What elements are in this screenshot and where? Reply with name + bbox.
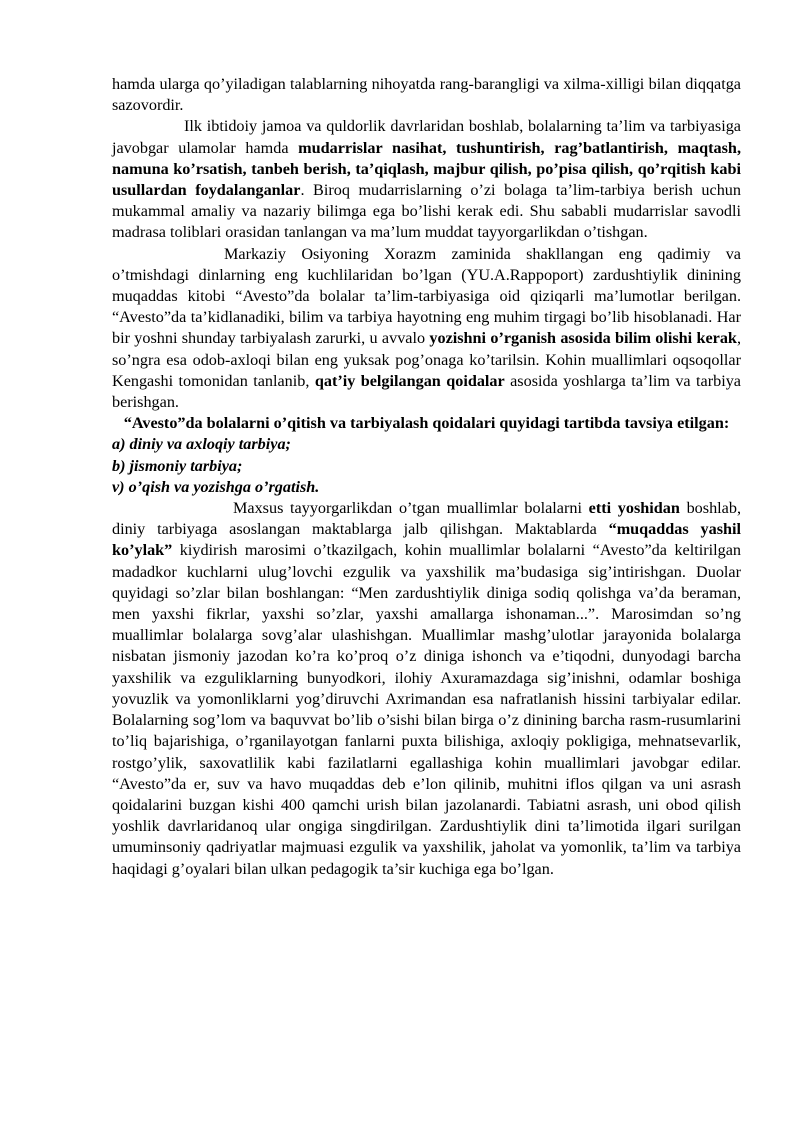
paragraph-text: kiydirish marosimi o’tkazilgach, kohin muallimlar bolalarni “Avesto”da keltirilgan madadkor kuchlarni ulug’lovchi ezgulik va yaxshilik ma’budasiga sig’intirishgan. Duolar quyidagi so’zlar bilan boshlangan: “Men zardushtiylik diniga sodiq qolishga va’da beraman, men yaxshi fikrlar, yaxshi so’zlar, yaxshi amallarga ishonaman...”. Marosimdan so’ng muallimlar bolalarga sovg’alar ulashishgan. Muallimlar mashg’ulotlar jarayonida bolalarga nisbatan jismoniy jazodan ko’ra ko’proq o’z diniga ishonch va e’tiqodni, dunyodagi barcha yaxshilik va ezguliklarning bunyodkori, ilohiy Axuramazdaga sig’inishni, odamlar boshiga yovuzlik va yomonliklarni yog’diruvchi Axrimandan esa nafratlanish hissini tarbiyalar edilar. Bolalarning sog’lom va baquvvat bo’lib o’sishi bilan birga o’z dinining barcha rasm-rusumlarini to’liq bajarishiga, o’rganilayotgan fanlarni puxta bilishiga, axloqiy pokligiga, mehnatsevarlik, rostgo’ylik, saxovatlilik kabi fazilatlarni egallashiga kohin muallimlari javobgar edilar. “Avesto”da er, suv va havo muqaddas deb e’lon qilinib, muhitni iflos qilgan va uni asrash qoidalarini buzgan kishi 400 qamchi urish bilan jazolanardi. Tabiatni asrash, uni obod qilish yoshlik davrlaridanoq ular ongiga singdirilgan. Zardushtiylik dini ta’limotida ilgari surilgan umuminsoniy qadriyatlar majmuasi ezgulik va yaxshilik, jaholat va yomonlik, ta’lim va tarbiya haqidagi g’oyalari bilan ulkan pedagogik ta’sir kuchiga ega bo’lgan. bbox=[112, 541, 741, 878]
document-page bbox=[112, 74, 741, 880]
paragraph-text: Markaziy Osiyoning Xorazm zaminida shakllangan eng qadimiy va o’tmishdagi dinlarning eng kuchlilaridan bo’lgan (YU.A.Rappoport) zardushtiylik dinining muqaddas kitobi “Avesto”da bolalar ta’lim-tarbiyasiga oid qiziqarli ma’lumotlar berilgan. “Avesto”da ta’kidlanadiki, bilim va tarbiya hayotning eng muhim tirgagi bo’lib hisoblanadi. Har bir yoshni shunday tarbiyalash zarurki, u avvalo bbox=[112, 244, 741, 348]
paragraph-teaching-methods bbox=[112, 116, 741, 243]
paragraph-text: , so’ngra esa odob-axloqi bilan eng yuksak pog’onaga ko’tarilsin. Kohin muallimlari oqsoqollar Kengashi tomonidan tanlanib, bbox=[112, 329, 741, 390]
paragraph-teachers bbox=[112, 498, 741, 880]
paragraph-bold-text: qat’iy belgilangan qoidalar bbox=[314, 371, 505, 390]
paragraph-bold-text: mudarrislar nasihat, tushuntirish, rag’batlantirish, maqtash, namuna ko’rsatish, tanbeh berish, ta’qiqlash, majbur qilish, po’pisa qilish, qo’rqitish kabi usullardan foydalanganlar bbox=[112, 138, 741, 200]
list-item: a) diniy va axloqiy tarbiya; bbox=[112, 435, 291, 454]
paragraph-bold-text: etti yoshidan bbox=[588, 499, 680, 518]
paragraph-bold-text: yozishni o’rganish asosida bilim olishi kerak bbox=[429, 329, 737, 348]
paragraph-intro bbox=[112, 74, 741, 116]
paragraph-text: boshlab, diniy tarbiyaga asoslangan maktablarga jalb qilishgan. Maktablarda bbox=[112, 499, 741, 539]
list-item: v) o’qish va yozishga o’rgatish. bbox=[112, 477, 320, 496]
paragraph-bold-text: “muqaddas yashil ko’ylak” bbox=[112, 520, 741, 560]
paragraph-text: Ilk ibtidoiy jamoa va quldorlik davrlaridan boshlab, bolalarning ta’lim va tarbiyasiga javobgar ulamolar hamda bbox=[112, 117, 741, 157]
list-item: b) jismoniy tarbiya; bbox=[112, 456, 243, 475]
paragraph-text: asosida yoshlarga ta’lim va tarbiya berishgan. bbox=[112, 371, 741, 412]
paragraph-avesto bbox=[112, 244, 741, 414]
paragraph-text: . Biroq mudarrislarning o’zi bolaga ta’lim-tarbiya berish uchun mukammal amaliy va nazariy bilimga ega bo’lishi kerak edi. Shu sababli mudarrislar savodli madrasa toliblari orasidan tanlangan va ma’lum muddat tayyorgarlikdan o’tishgan. bbox=[112, 181, 741, 242]
paragraph-text: Maxsus tayyorgarlikdan o’tgan muallimlar bolalarni bbox=[233, 499, 589, 518]
paragraph-intro-text: hamda ularga qo’yiladigan talablarning nihoyatda rang-barangligi va xilma-xilligi bilan diqqatga sazovordir. bbox=[112, 75, 741, 115]
section-heading: “Avesto”da bolalarni o’qitish va tarbiyalash qoidalari quyidagi tartibda tavsiya etilgan: bbox=[123, 414, 730, 433]
